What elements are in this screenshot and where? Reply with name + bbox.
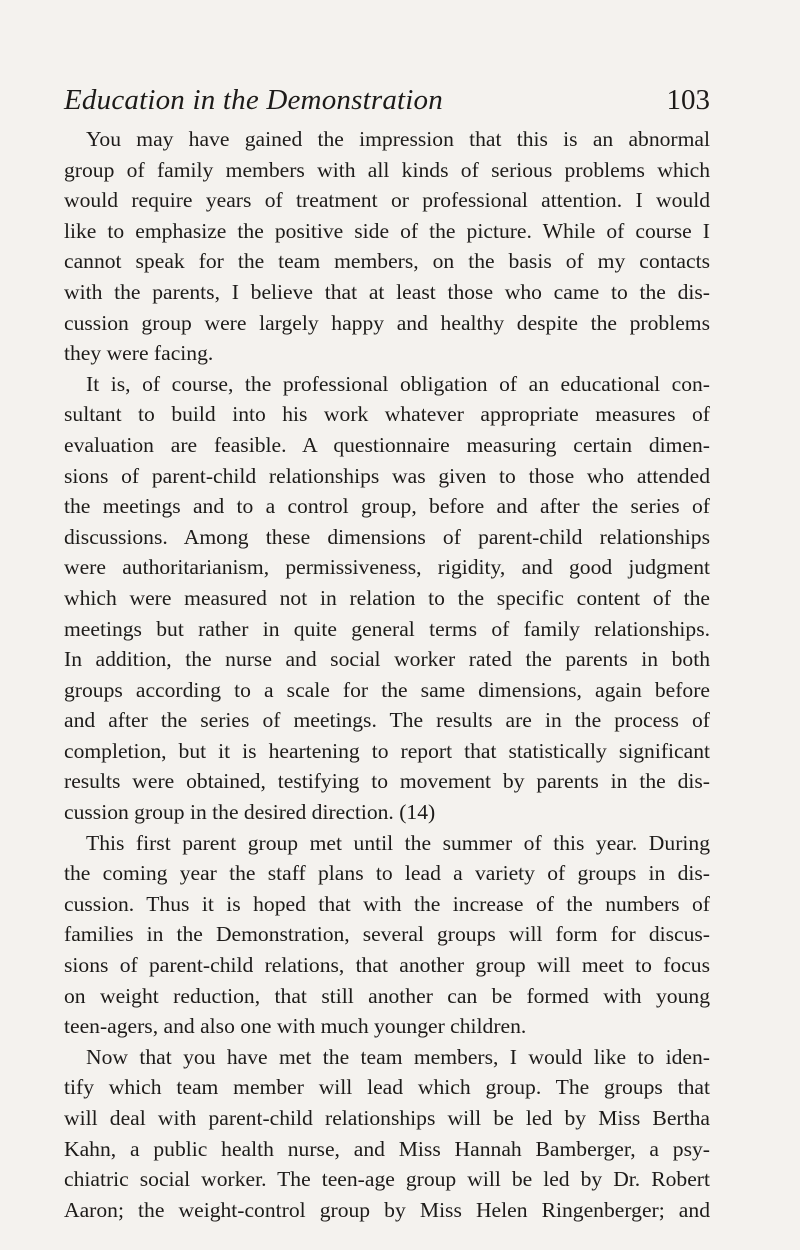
text-line: on weight reduction, that still another can be formed with young	[64, 983, 710, 1008]
text-line: You may have gained the impression that this is an abnormal	[86, 127, 710, 151]
text-line: sultant to build into his work whatever appropriate measures of	[64, 402, 710, 427]
text-line: sions of parent-child relationships was given to those who attended	[64, 463, 710, 488]
text-line: would require years of treatment or professional attention. I would	[64, 188, 710, 213]
text-line: were authoritarianism, permissiveness, rigidity, and good judgment	[64, 555, 710, 580]
text-line: families in the Demonstration, several groups will form for discus-	[64, 922, 710, 947]
text-line: like to emphasize the positive side of the picture. While of course I	[64, 218, 710, 243]
text-line: they were facing.	[64, 341, 214, 366]
page-header	[64, 78, 710, 122]
text-line: group of family members with all kinds of serious problems which	[64, 157, 710, 182]
text-line: which were measured not in relation to the specific content of the	[64, 585, 710, 610]
text-line: cussion group in the desired direction. (14)	[64, 800, 436, 825]
body-text	[64, 124, 710, 1225]
text-line: This first parent group met until the summer of this year. During	[86, 830, 710, 855]
text-line: teen-agers, and also one with much younger children.	[64, 1014, 527, 1039]
text-line: sions of parent-child relations, that another group will meet to focus	[64, 953, 710, 978]
text-line: Now that you have met the team members, I would like to iden-	[86, 1044, 710, 1069]
text-line: Kahn, a public health nurse, and Miss Hannah Bamberger, a psy-	[64, 1136, 710, 1161]
text-line: groups according to a scale for the same dimensions, again before	[64, 677, 710, 702]
text-line: In addition, the nurse and social worker rated the parents in both	[64, 647, 710, 672]
text-line: meetings but rather in quite general terms of family relationships.	[64, 616, 710, 641]
paragraph-4	[64, 1042, 710, 1226]
text-line: cussion group were largely happy and healthy despite the problems	[64, 310, 710, 335]
text-line: cussion. Thus it is hoped that with the increase of the numbers of	[64, 891, 710, 916]
running-head: Education in the Demonstration	[64, 84, 443, 116]
text-line: the coming year the staff plans to lead a variety of groups in dis-	[64, 861, 710, 886]
text-line: Aaron; the weight-control group by Miss Helen Ringenberger; and	[64, 1197, 710, 1222]
page-number: 103	[666, 84, 710, 116]
text-line: the meetings and to a control group, before and after the series of	[64, 494, 710, 519]
text-line: results were obtained, testifying to movement by parents in the dis-	[64, 769, 710, 794]
paragraph-3	[64, 828, 710, 1042]
text-line: evaluation are feasible. A questionnaire measuring certain dimen-	[64, 432, 710, 457]
text-line: tify which team member will lead which group. The groups that	[64, 1075, 710, 1100]
text-line: discussions. Among these dimensions of parent-child relationships	[64, 524, 710, 549]
text-line: cannot speak for the team members, on the basis of my contacts	[64, 249, 710, 274]
text-line: completion, but it is heartening to report that statistically significant	[64, 738, 710, 763]
text-line: It is, of course, the professional obligation of an educational con-	[86, 371, 710, 396]
paragraph-1	[64, 124, 710, 369]
text-line: will deal with parent-child relationships will be led by Miss Bertha	[64, 1106, 710, 1130]
text-line: and after the series of meetings. The results are in the process of	[64, 708, 710, 733]
text-line: chiatric social worker. The teen-age group will be led by Dr. Robert	[64, 1167, 710, 1192]
text-line: with the parents, I believe that at least those who came to the dis-	[64, 279, 710, 304]
paragraph-2	[64, 369, 710, 828]
